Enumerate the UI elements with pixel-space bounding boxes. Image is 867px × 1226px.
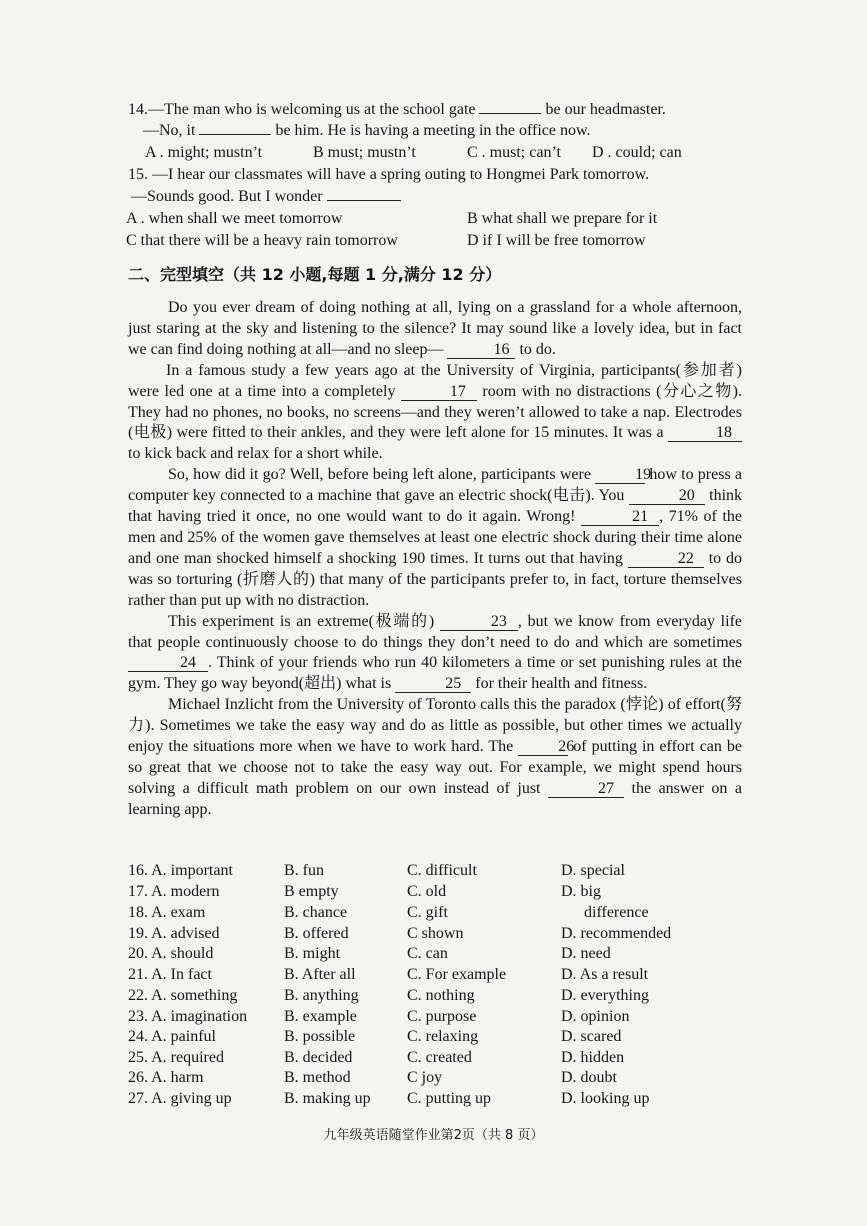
option-21-a: 21. A. In fact [128,966,212,983]
q14-line2 [143,121,590,141]
option-17-b: B empty [284,883,339,900]
q14-stem-end: be our headmaster. [545,101,666,118]
option-26-b: B. method [284,1069,351,1086]
option-25-c: C. created [407,1049,472,1066]
option-27-d: D. looking up [561,1090,650,1107]
q15-line1: 15. —I hear our classmates will have a spring outing to Hongmei Park tomorrow. [128,166,650,183]
blank-24: 24 [128,654,208,672]
paragraph-2: In a famous study a few years ago at the University of Virginia, participants(参加者) were led one at a time into a completely 17 room with no distractions (分心之物). They had no phones, no books, no screens—and they weren’t allowed to take a nap. Electrodes (电极) were fitted to their ankles, and they were left alone for 15 minutes. It was a 18 to kick back and relax for a short while. [128,361,742,463]
q15-reply: —Sounds good. But I wonder [131,188,323,205]
cloze-passage [128,298,742,821]
option-22-a: 22. A. something [128,987,238,1004]
option-27-a: 27. A. giving up [128,1090,232,1107]
paragraph-3: So, how did it go? Well, before being left alone, participants were 19 how to press a computer key connected to a machine that gave an electric shock(电击). You 20 think that having tried it once, no one would want to do it again. Wrong! 21 , 71% of the men and 25% of the women gave themselves at least one electric shock during their time alone and one man shocked himself a shocking 190 times. It turns out that having 22 to do was so torturing (折磨人的) that many of the participants prefer to, in fact, torture themselves rather than put up with no distraction. [128,466,743,609]
paragraph-5: Michael Inzlicht from the University of Toronto calls this the paradox (悖论) of effort(努力). Sometimes we take the easy way and do as little as possible, but other times we actually enjoy the situations more when we have to work hard. The 26 of putting in effort can be so great that we choose not to take the easy way out. For example, we might spend hours solving a difficult math problem on our own instead of just 27 the answer on a learning app. [128,696,743,818]
q14-blank [479,113,541,114]
option-16-b: B. fun [284,862,324,879]
option-17-d: D. big [561,883,601,900]
blank-23: 23 [440,613,518,631]
option-27-c: C. putting up [407,1090,492,1107]
page-footer: 九年级英语随堂作业第2页（共 8 页） [323,1128,544,1143]
option-25-d: D. hidden [561,1049,625,1066]
paragraph-4: This experiment is an extreme(极端的) 23 , but we know from everyday life that people continuously choose to do things they don’t need to do and which are sometimes 24 . Think of your friends who run 40 kilometers a time or set punishing rules at the gym. They go way beyond(超出) what is 25 for their health and fitness. [128,612,742,693]
option-18-c: C. gift [407,904,448,921]
option-24-a: 24. A. painful [128,1028,216,1045]
q14-option-a: A . might; mustn’t [145,144,263,161]
option-22-b: B. anything [284,987,359,1004]
blank-17: 17 [401,383,477,401]
option-17-d-continued: difference [584,904,649,921]
option-19-c: C shown [407,925,464,942]
option-19-b: B. offered [284,925,349,942]
q14-option-c: C . must; can’t [467,144,561,161]
option-23-a: 23. A. imagination [128,1008,248,1025]
q14-blank-2 [199,134,271,135]
option-24-b: B. possible [284,1028,356,1045]
option-19-d: D. recommended [561,925,672,942]
blank-26: 26 [518,738,568,756]
option-17-a: 17. A. modern [128,883,220,900]
option-26-a: 26. A. harm [128,1069,204,1086]
q14-option-d: D . could; can [592,144,682,161]
option-19-a: 19. A. advised [128,925,220,942]
q15-option-d: D if I will be free tomorrow [467,232,646,249]
blank-21: 21 [581,508,659,526]
option-26-c: C joy [407,1069,443,1086]
option-20-d: D. need [561,945,611,962]
q14-reply: —No, it [143,122,196,139]
option-17-c: C. old [407,883,447,900]
option-21-c: C. For example [407,966,507,983]
q15-blank [327,200,401,201]
option-20-a: 20. A. should [128,945,214,962]
q14-option-b: B must; mustn’t [313,144,416,161]
option-20-b: B. might [284,945,341,962]
blank-22: 22 [628,550,704,568]
option-18-a: 18. A. exam [128,904,206,921]
option-22-c: C. nothing [407,987,475,1004]
option-23-c: C. purpose [407,1008,477,1025]
blank-20: 20 [629,487,705,505]
paragraph-1: Do you ever dream of doing nothing at all, lying on a grassland for a whole afternoon, just staring at the sky and listening to the silence? It may sound like a lovely idea, but in fact we can find doing nothing at all—and no sleep— 16 to do. [128,299,742,358]
q14-stem: 14.—The man who is welcoming us at the school gate [128,101,476,118]
q15-option-a: A . when shall we meet tomorrow [126,210,343,227]
blank-19: 19 [595,466,645,484]
q14-reply-end: be him. He is having a meeting in the office now. [275,122,591,139]
option-24-c: C. relaxing [407,1028,479,1045]
option-26-d: D. doubt [561,1069,617,1086]
option-16-c: C. difficult [407,862,477,879]
option-27-b: B. making up [284,1090,371,1107]
blank-27: 27 [548,780,624,798]
option-21-b: B. After all [284,966,356,983]
option-25-a: 25. A. required [128,1049,224,1066]
option-23-d: D. opinion [561,1008,630,1025]
option-25-b: B. decided [284,1049,353,1066]
section-title: 二、完型填空（共 12 小题,每题 1 分,满分 12 分） [128,265,502,284]
q14-line1 [128,100,666,120]
option-18-b: B. chance [284,904,348,921]
option-24-d: D. scared [561,1028,622,1045]
q15-option-b: B what shall we prepare for it [467,210,658,227]
blank-25: 25 [395,675,471,693]
option-23-b: B. example [284,1008,357,1025]
option-16-d: D. special [561,862,625,879]
blank-16: 16 [447,341,515,359]
q15-option-c: C that there will be a heavy rain tomorrow [126,232,398,249]
option-21-d: D. As a result [561,966,649,983]
q15-line2 [131,187,401,207]
option-22-d: D. everything [561,987,649,1004]
option-20-c: C. can [407,945,448,962]
option-16-a: 16. A. important [128,862,233,879]
blank-18: 18 [668,424,742,442]
